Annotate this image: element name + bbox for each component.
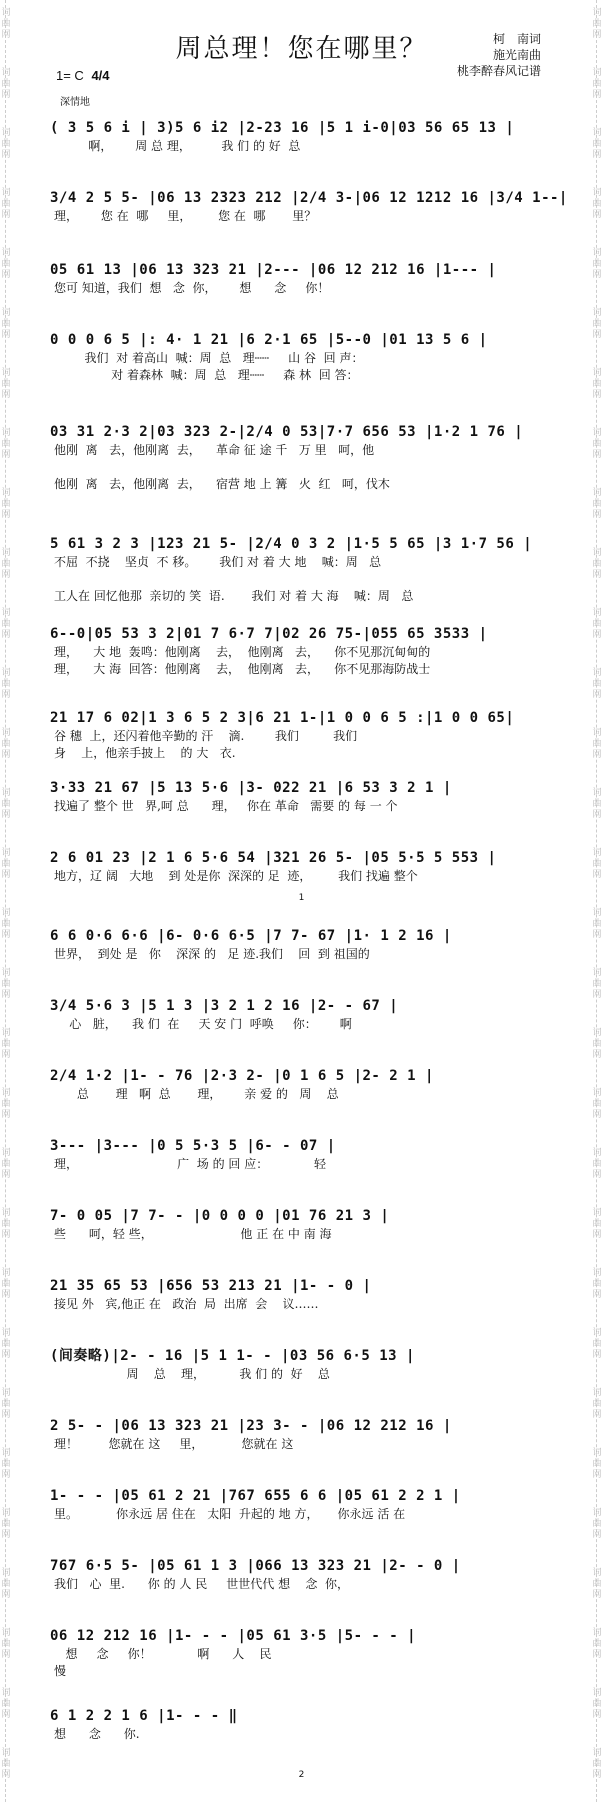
watermark-char: 网	[1, 90, 11, 100]
watermark-char: 网	[592, 1770, 602, 1780]
watermark-char: 曲	[592, 1039, 602, 1049]
watermark-char: 曲	[1, 259, 11, 269]
watermark-char: 词	[1, 608, 11, 618]
notation-line: 6 6 0·6 6·6 |6- 0·6 6·5 |7 7- 67 |1· 1 2 16 |	[50, 928, 452, 944]
score-system	[50, 708, 560, 778]
watermark-char: 网	[592, 1110, 602, 1120]
watermark-char: 曲	[1, 799, 11, 809]
watermark-char: 词	[1, 8, 11, 18]
watermark-char: 词	[592, 488, 602, 498]
watermark-char: 词	[592, 1028, 602, 1038]
tempo-mood: 深情地	[60, 97, 90, 108]
watermark-char: 曲	[1, 1519, 11, 1529]
lyric-line: 接见 外 宾,他正 在 政治 局 出席 会 议……	[54, 1297, 319, 1311]
watermark-char: 词	[1, 1268, 11, 1278]
watermark-char: 词	[592, 1148, 602, 1158]
watermark-char: 词	[1, 668, 11, 678]
score-system	[50, 1276, 560, 1346]
watermark-char: 词	[1, 908, 11, 918]
score-system	[50, 926, 560, 996]
score-system	[50, 1346, 560, 1416]
watermark-char: 词	[592, 428, 602, 438]
watermark-char: 曲	[592, 1759, 602, 1769]
watermark-char: 网	[592, 1170, 602, 1180]
score-system	[50, 118, 560, 188]
watermark-char: 词	[592, 8, 602, 18]
watermark-char: 词	[1, 1208, 11, 1218]
watermark-char: 网	[592, 1710, 602, 1720]
watermark-char: 词	[592, 1688, 602, 1698]
watermark-char: 曲	[1, 1219, 11, 1229]
lyric-line: 他刚 离 去，他刚离 去， 宿营 地 上 篝 火 红 呵，伐木	[54, 477, 390, 491]
notation-line: 767 6·5 5- |05 61 1 3 |066 13 323 21 |2- - 0 |	[50, 1558, 461, 1574]
watermark-char: 网	[592, 1650, 602, 1660]
watermark-char: 曲	[592, 1459, 602, 1469]
notation-line: 3/4 2 5 5- |06 13 2323 212 |2/4 3-|06 12 1212 16 |3/4 1--|	[50, 190, 568, 206]
watermark-char: 曲	[1, 499, 11, 509]
watermark-char: 网	[592, 390, 602, 400]
watermark-char: 曲	[1, 1759, 11, 1769]
watermark-char: 曲	[1, 1579, 11, 1589]
watermark-char: 曲	[592, 379, 602, 389]
watermark-char: 曲	[1, 1279, 11, 1289]
watermark-char: 词	[1, 488, 11, 498]
watermark-char: 网	[592, 870, 602, 880]
watermark-char: 词	[592, 608, 602, 618]
watermark-char: 曲	[592, 439, 602, 449]
watermark-char: 曲	[592, 919, 602, 929]
watermark-char: 曲	[1, 1699, 11, 1709]
score-system	[50, 996, 560, 1066]
lyric-line: 总 理 啊 总 理， 亲 爱 的 周 总	[54, 1087, 339, 1101]
score-system	[50, 1416, 560, 1486]
notation-line: 03 31 2·3 2|03 323 2-|2/4 0 53|7·7 656 53 |1·2 1 76 |	[50, 424, 524, 440]
lyric-line: 地方，辽 阔 大地 到 处是你 深深的 足 迹， 我们 找遍 整个	[54, 869, 418, 883]
watermark-char: 曲	[1, 1399, 11, 1409]
watermark-char: 网	[592, 1470, 602, 1480]
watermark-char: 曲	[592, 319, 602, 329]
notation-line: 6 1 2 2 1 6 |1- - - ‖	[50, 1708, 238, 1724]
watermark-char: 词	[592, 1088, 602, 1098]
watermark-char: 词	[592, 68, 602, 78]
watermark-char: 网	[1, 990, 11, 1000]
lyric-line: 理， 您 在 哪 里， 您 在 哪 里？	[54, 209, 317, 223]
watermark-char: 曲	[1, 619, 11, 629]
watermark-char: 曲	[592, 1579, 602, 1589]
watermark-char: 网	[1, 570, 11, 580]
watermark-char: 曲	[1, 859, 11, 869]
watermark-char: 词	[1, 368, 11, 378]
watermark-char: 曲	[592, 679, 602, 689]
lyric-line: 周 总 理， 我 们 的 好 总	[54, 1367, 330, 1381]
watermark-char: 网	[1, 1350, 11, 1360]
watermark-char: 词	[592, 908, 602, 918]
watermark-char: 曲	[592, 619, 602, 629]
watermark-char: 网	[592, 30, 602, 40]
watermark-char: 曲	[592, 139, 602, 149]
lyricist-credit: 柯 南词	[492, 32, 541, 46]
watermark-char: 词	[592, 788, 602, 798]
watermark-char: 曲	[592, 19, 602, 29]
watermark-char: 曲	[592, 1339, 602, 1349]
watermark-char: 曲	[1, 739, 11, 749]
watermark-char: 网	[1, 1170, 11, 1180]
watermark-char: 网	[592, 1290, 602, 1300]
lyric-line: 理！ 您就在 这 里， 您就在 这	[54, 1437, 294, 1451]
watermark-char: 网	[592, 750, 602, 760]
watermark-char: 词	[592, 668, 602, 678]
notation-line: 1- - - |05 61 2 21 |767 655 6 6 |05 61 2 2 1 |	[50, 1488, 461, 1504]
watermark-char: 曲	[592, 199, 602, 209]
notation-line: 21 35 65 53 |656 53 213 21 |1- - 0 |	[50, 1278, 372, 1294]
watermark-char: 曲	[1, 139, 11, 149]
lyric-line: 对 着森林 喊：周 总 理┄┄ 森 林 回 答：	[54, 368, 359, 382]
watermark-char: 网	[592, 1050, 602, 1060]
watermark-char: 网	[1, 210, 11, 220]
watermark-char: 词	[592, 848, 602, 858]
watermark-char: 词	[1, 848, 11, 858]
notation-line: (间奏略)|2- - 16 |5 1 1- - |03 56 6·5 13 |	[50, 1348, 415, 1364]
watermark-char: 词	[592, 1268, 602, 1278]
watermark-char: 网	[1, 510, 11, 520]
watermark-char: 网	[1, 690, 11, 700]
watermark-char: 曲	[1, 1099, 11, 1109]
lyric-line: 工人在 回忆他那 亲切的 笑 语. 我们 对 着 大 海 喊：周 总	[54, 589, 414, 603]
watermark-char: 词	[1, 1148, 11, 1158]
watermark-char: 网	[1, 1110, 11, 1120]
watermark-char: 网	[592, 510, 602, 520]
watermark-char: 网	[592, 570, 602, 580]
watermark-char: 网	[592, 1530, 602, 1540]
watermark-char: 曲	[592, 1399, 602, 1409]
watermark-char: 网	[1, 1650, 11, 1660]
notation-line: 7- 0 05 |7 7- - |0 0 0 0 |01 76 21 3 |	[50, 1208, 390, 1224]
watermark-char: 词	[592, 1628, 602, 1638]
lyric-line: 谷 穗 上，还闪着他辛勤的 汗 滴. 我们 我们	[54, 729, 358, 743]
lyric-line: 我们 对 着高山 喊：周 总 理┄┄ 山 谷 回 声：	[54, 351, 364, 365]
watermark-char: 网	[592, 1230, 602, 1240]
watermark-char: 曲	[1, 1039, 11, 1049]
watermark-char: 曲	[1, 199, 11, 209]
watermark-char: 词	[592, 728, 602, 738]
score-system	[50, 624, 560, 708]
watermark-char: 词	[1, 1448, 11, 1458]
watermark-char: 词	[1, 1388, 11, 1398]
watermark-char: 网	[1, 1410, 11, 1420]
score-system	[50, 260, 560, 330]
watermark-char: 曲	[1, 979, 11, 989]
watermark-char: 曲	[1, 79, 11, 89]
watermark-char: 曲	[1, 679, 11, 689]
watermark-char: 网	[1, 450, 11, 460]
watermark-char: 网	[592, 1410, 602, 1420]
watermark-char: 网	[592, 1350, 602, 1360]
watermark-char: 网	[1, 1050, 11, 1060]
watermark-char: 词	[592, 1448, 602, 1458]
watermark-char: 网	[592, 270, 602, 280]
watermark-char: 词	[1, 788, 11, 798]
watermark-char: 曲	[1, 319, 11, 329]
watermark-char: 网	[592, 210, 602, 220]
watermark-char: 曲	[592, 1639, 602, 1649]
lyric-line: 找遍了 整个 世 界,呵 总 理， 你在 革命 需要 的 每 一 个	[54, 799, 398, 813]
lyric-line	[50, 571, 560, 588]
watermark-char: 网	[1, 930, 11, 940]
score-system	[50, 848, 560, 926]
watermark-char: 曲	[1, 559, 11, 569]
score-system	[50, 422, 560, 534]
watermark-char: 词	[1, 1028, 11, 1038]
watermark-char: 网	[1, 330, 11, 340]
lyric-line: 想 念 你.	[54, 1727, 140, 1741]
watermark-char: 网	[1, 1770, 11, 1780]
watermark-char: 网	[592, 630, 602, 640]
lyric-line: 我们 心 里. 你 的 人 民 世世代代 想 念 你，	[54, 1577, 349, 1591]
watermark-char: 词	[1, 308, 11, 318]
lyric-line: 里。 你永远 居 住在 太阳 升起的 地 方， 你永远 活 在	[54, 1507, 406, 1521]
watermark-char: 曲	[592, 979, 602, 989]
watermark-char: 词	[592, 308, 602, 318]
watermark-char: 词	[1, 1328, 11, 1338]
score-system	[50, 1136, 560, 1206]
watermark-char: 网	[592, 330, 602, 340]
watermark-char: 词	[1, 68, 11, 78]
jianpu-score	[50, 118, 568, 1776]
watermark-char: 网	[1, 1710, 11, 1720]
page-number-1: 1	[298, 893, 305, 903]
watermark-char: 词	[592, 1568, 602, 1578]
score-system	[50, 1556, 560, 1626]
watermark-char: 曲	[1, 919, 11, 929]
watermark-char: 词	[1, 728, 11, 738]
watermark-char: 词	[1, 428, 11, 438]
lyric-line: 些 呵，轻 些， 他 正 在 中 南 海	[54, 1227, 332, 1241]
watermark-char: 网	[592, 90, 602, 100]
watermark-char: 网	[1, 1470, 11, 1480]
notation-line: 3/4 5·6 3 |5 1 3 |3 2 1 2 16 |2- - 67 |	[50, 998, 399, 1014]
lyric-line: 他刚 离 去，他刚离 去， 革命 征 途 千 万 里 呵，他	[54, 443, 375, 457]
score-system	[50, 1626, 560, 1706]
score-system	[50, 330, 560, 422]
watermark-char: 曲	[592, 79, 602, 89]
watermark-char: 网	[1, 870, 11, 880]
song-title: 周总理！您在哪里？	[175, 34, 428, 64]
lyric-line: 理， 大 海 回答：他刚离 去， 他刚离 去， 你不见那海防战士	[54, 662, 431, 676]
watermark-char: 词	[1, 128, 11, 138]
watermark-char: 网	[592, 450, 602, 460]
transcriber-credit: 桃李醉春风记谱	[456, 64, 541, 78]
watermark-char: 曲	[1, 1639, 11, 1649]
notation-line: 2/4 1·2 |1- - 76 |2·3 2- |0 1 6 5 |2- 2 1 |	[50, 1068, 434, 1084]
watermark-char: 网	[1, 150, 11, 160]
watermark-char: 曲	[1, 439, 11, 449]
watermark-char: 网	[1, 30, 11, 40]
lyric-line: 慢	[54, 1664, 67, 1678]
notation-line: ( 3 5 6 i | 3)5 6 i2 |2-23 16 |5 1 i-0|03 56 65 13 |	[50, 120, 515, 136]
watermark-char: 曲	[592, 1219, 602, 1229]
watermark-char: 网	[592, 990, 602, 1000]
watermark-char: 网	[1, 270, 11, 280]
lyric-line: 身 上，他亲手披上 的 大 衣.	[54, 746, 236, 760]
watermark-char: 曲	[1, 1339, 11, 1349]
lyric-line	[50, 459, 560, 476]
watermark-char: 曲	[592, 739, 602, 749]
lyric-line: 啊， 周 总 理， 我 们 的 好 总	[54, 139, 301, 153]
score-system	[50, 1066, 560, 1136]
watermark-char: 曲	[592, 499, 602, 509]
score-system	[50, 1206, 560, 1276]
notation-line: 05 61 13 |06 13 323 21 |2--- |06 12 212 16 |1--- |	[50, 262, 497, 278]
page-number-2: 2	[298, 1770, 305, 1780]
watermark-char: 词	[1, 548, 11, 558]
watermark-char: 曲	[1, 379, 11, 389]
watermark-char: 词	[1, 1688, 11, 1698]
score-system	[50, 188, 568, 260]
watermark-char: 词	[592, 1388, 602, 1398]
watermark-char: 网	[1, 810, 11, 820]
lyric-line: 理， 广 场 的 回 应： 轻	[54, 1157, 327, 1171]
watermark-char: 词	[592, 548, 602, 558]
watermark-char: 词	[592, 128, 602, 138]
key-signature: 1= C 4/4	[56, 68, 110, 83]
lyric-line: 不屈 不挠 坚贞 不 移。 我们 对 着 大 地 喊：周 总	[54, 555, 382, 569]
lyric-line: 心 脏， 我 们 在 天 安 门 呼唤 你： 啊	[54, 1017, 352, 1031]
time-signature: 4/4	[91, 68, 110, 83]
watermark-char: 词	[1, 188, 11, 198]
watermark-char: 词	[592, 1508, 602, 1518]
notation-line: 5 61 3 2 3 |123 21 5- |2/4 0 3 2 |1·5 5 65 |3 1·7 56 |	[50, 536, 533, 552]
composer-credit: 施光南曲	[492, 48, 541, 62]
notation-line: 6--0|05 53 3 2|01 7 6·7 7|02 26 75-|055 65 3533 |	[50, 626, 488, 642]
watermark-char: 词	[1, 1508, 11, 1518]
watermark-char: 网	[592, 1590, 602, 1600]
watermark-char: 曲	[1, 1459, 11, 1469]
notation-line: 06 12 212 16 |1- - - |05 61 3·5 |5- - - |	[50, 1628, 417, 1644]
lyric-line: 您可 知道，我们 想 念 你， 想 念 你！	[54, 281, 330, 295]
notation-line: 3--- |3--- |0 5 5·3 5 |6- - 07 |	[50, 1138, 336, 1154]
watermark-char: 词	[592, 368, 602, 378]
notation-line: 3·33 21 67 |5 13 5·6 |3- 022 21 |6 53 3 2 1 |	[50, 780, 452, 796]
watermark-char: 网	[592, 930, 602, 940]
watermark-char: 词	[592, 968, 602, 978]
watermark-char: 词	[1, 1628, 11, 1638]
watermark-char: 词	[1, 1748, 11, 1758]
watermark-char: 网	[1, 1530, 11, 1540]
watermark-char: 词	[1, 248, 11, 258]
watermark-char: 曲	[1, 1159, 11, 1169]
watermark-char: 网	[592, 150, 602, 160]
watermark-char: 网	[1, 1590, 11, 1600]
watermark-char: 曲	[592, 799, 602, 809]
notation-line: 0 0 0 6 5 |: 4· 1 21 |6 2·1 65 |5--0 |01 13 5 6 |	[50, 332, 488, 348]
watermark-char: 网	[1, 1230, 11, 1240]
watermark-char: 曲	[592, 259, 602, 269]
watermark-char: 曲	[592, 559, 602, 569]
watermark-char: 词	[1, 1088, 11, 1098]
watermark-char: 曲	[1, 19, 11, 29]
notation-line: 2 5- - |06 13 323 21 |23 3- - |06 12 212 16 |	[50, 1418, 452, 1434]
watermark-char: 词	[592, 248, 602, 258]
watermark-char: 网	[1, 390, 11, 400]
lyric-line: 理， 大 地 轰鸣：他刚离 去， 他刚离 去， 你不见那沉甸甸的	[54, 645, 431, 659]
watermark-char: 词	[592, 1208, 602, 1218]
watermark-char: 词	[592, 1328, 602, 1338]
watermark-char: 网	[592, 690, 602, 700]
score-system	[50, 1706, 560, 1776]
score-system	[50, 1486, 560, 1556]
watermark-char: 词	[592, 1748, 602, 1758]
watermark-char: 词	[592, 188, 602, 198]
lyric-line: 世界， 到处 是 你 深深 的 足 迹.我们 回 到 祖国的	[54, 947, 370, 961]
watermark-char: 网	[1, 630, 11, 640]
watermark-char: 网	[1, 750, 11, 760]
watermark-char: 曲	[592, 1159, 602, 1169]
lyric-line: 想 念 你！ 啊 人 民	[54, 1647, 272, 1661]
watermark-char: 网	[592, 810, 602, 820]
watermark-char: 曲	[592, 859, 602, 869]
watermark-char: 曲	[592, 1699, 602, 1709]
watermark-char: 曲	[592, 1279, 602, 1289]
watermark-char: 网	[1, 1290, 11, 1300]
watermark-char: 词	[1, 1568, 11, 1578]
watermark-char: 词	[1, 968, 11, 978]
score-system	[50, 534, 560, 624]
watermark-char: 曲	[592, 1519, 602, 1529]
notation-line: 21 17 6 02|1 3 6 5 2 3|6 21 1-|1 0 0 6 5 :|1 0 0 65|	[50, 710, 515, 726]
score-system	[50, 778, 560, 848]
watermark-char: 曲	[592, 1099, 602, 1109]
notation-line: 2 6 01 23 |2 1 6 5·6 54 |321 26 5- |05 5·5 5 553 |	[50, 850, 497, 866]
